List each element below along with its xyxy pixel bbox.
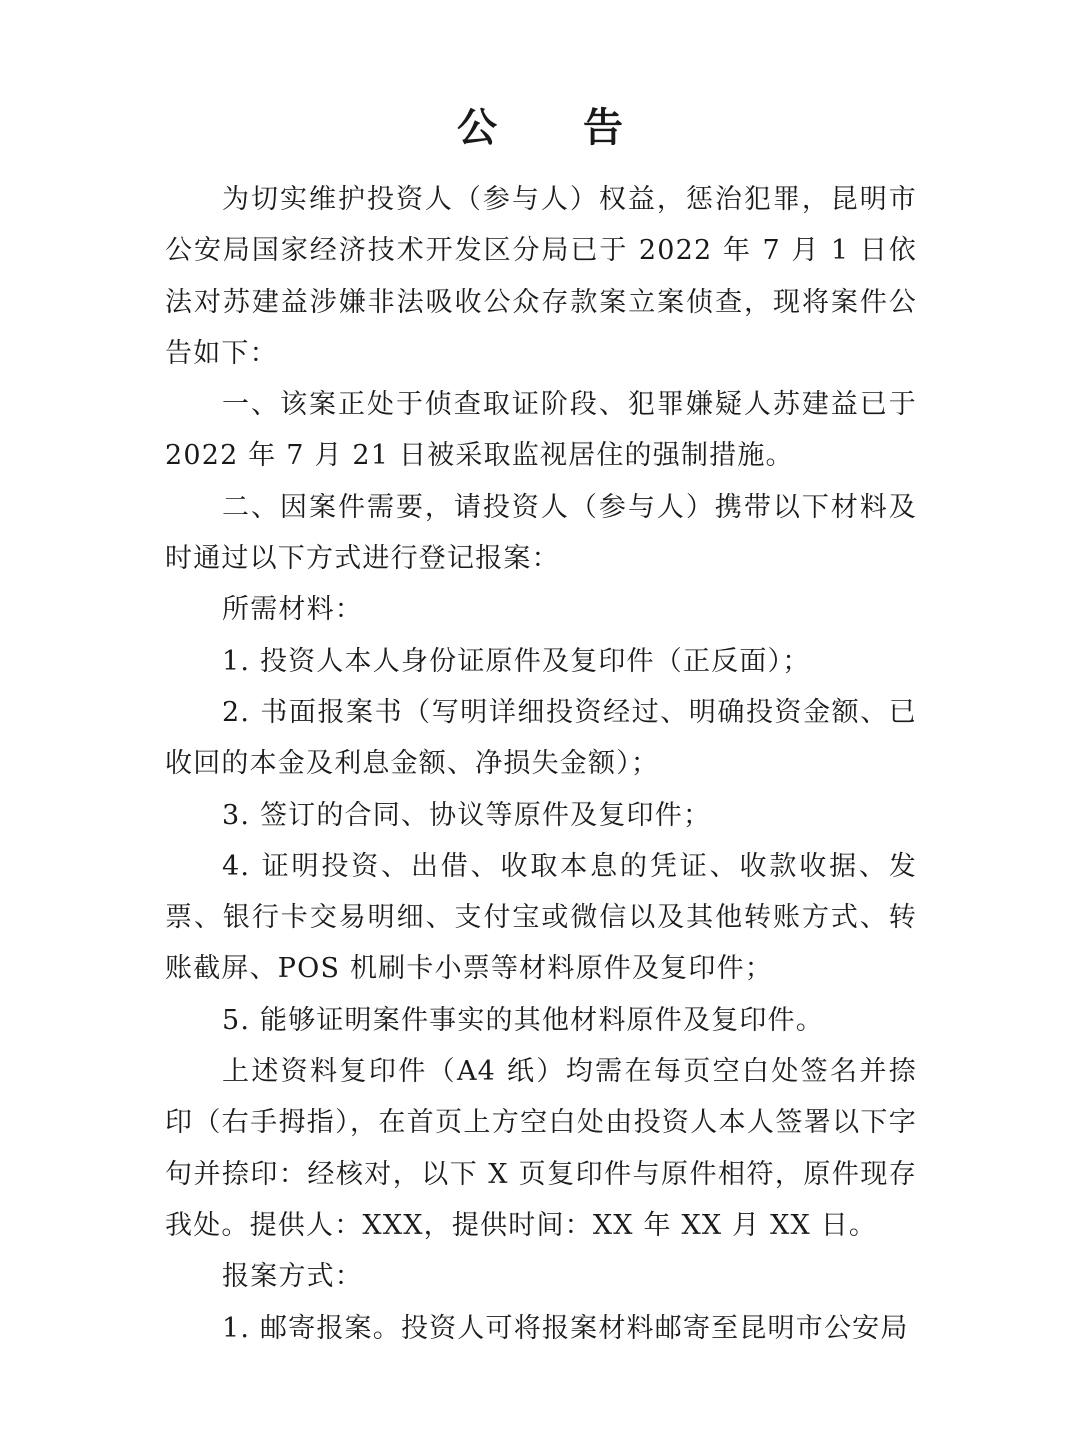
paragraph-intro: 为切实维护投资人（参与人）权益，惩治犯罪，昆明市公安局国家经济技术开发区分局已于 2022 年 7 月 1 日依法对苏建益涉嫌非法吸收公众存款案立案侦查，现将案件公告如下： [165, 184, 917, 369]
paragraph-material-2: 2. 书面报案书（写明详细投资经过、明确投资金额、已收回的本金及利息金额、净损失金额）； [165, 696, 917, 780]
paragraph-copy-requirements: 上述资料复印件（A4 纸）均需在每页空白处签名并捺印（右手拇指），在首页上方空白处由投资人本人签署以下字句并捺印：经核对，以下 X 页复印件与原件相符，原件现存我处。提供人：XXX，提供时间：XX 年 XX 月 XX 日。 [165, 1056, 917, 1241]
paragraph-material-5: 5. 能够证明案件事实的其他材料原件及复印件。 [222, 1004, 824, 1036]
paragraph-material-4: 4. 证明投资、出借、收取本息的凭证、收款收据、发票、银行卡交易明细、支付宝或微信以及其他转账方式、转账截屏、POS 机刷卡小票等材料原件及复印件； [165, 850, 917, 985]
notice-title: 公 告 [457, 105, 659, 151]
paragraph-item-2: 二、因案件需要，请投资人（参与人）携带以下材料及时通过以下方式进行登记报案： [165, 491, 917, 575]
notice-body [165, 174, 917, 1354]
paragraph-report-methods-heading: 报案方式： [222, 1261, 363, 1293]
paragraph-report-method-1: 1. 邮寄报案。投资人可将报案材料邮寄至昆明市公安局 [222, 1312, 909, 1344]
paragraph-material-1: 1. 投资人本人身份证原件及复印件（正反面）； [222, 645, 811, 677]
paragraph-material-3: 3. 签订的合同、协议等原件及复印件； [222, 799, 712, 831]
paragraph-materials-heading: 所需材料： [222, 594, 363, 626]
paragraph-item-1: 一、该案正处于侦查取证阶段、犯罪嫌疑人苏建益已于 2022 年 7 月 21 日被采取监视居住的强制措施。 [165, 389, 917, 472]
